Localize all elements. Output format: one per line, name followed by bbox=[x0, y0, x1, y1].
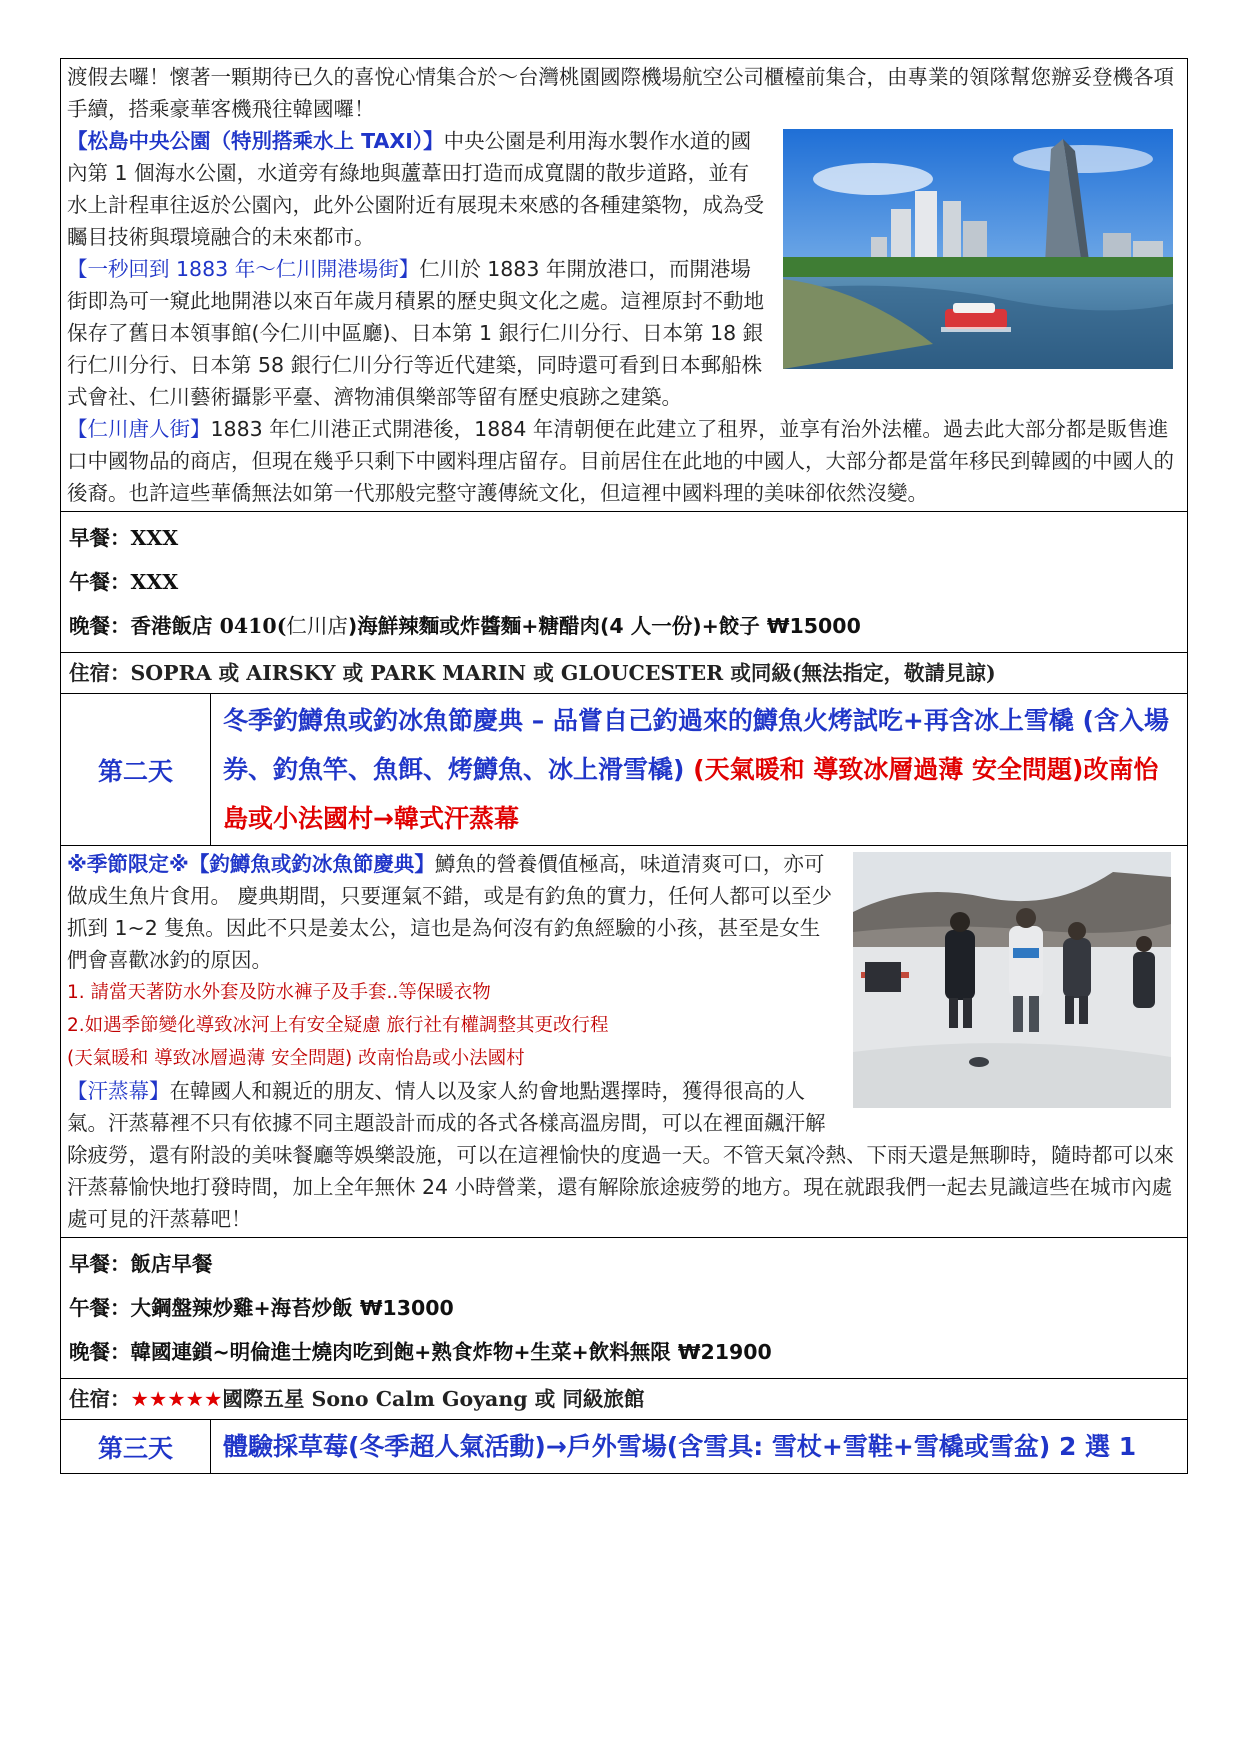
day1-meals-row bbox=[61, 512, 1188, 653]
stay-label: 住宿： bbox=[69, 661, 131, 685]
chinatown-heading: 【仁川唐人街】 bbox=[67, 417, 211, 441]
day2-description-row bbox=[61, 846, 1188, 1238]
day2-meals-row bbox=[61, 1238, 1188, 1379]
day2-header-row bbox=[61, 694, 1188, 846]
songdo-text: 中央公園是利用海水製作水道的國內第 1 個海水公園，水道旁有綠地與蘆葦田打造而成寬闊的散步道路，並有水上計程車往返於公園內，此外公園附近有展現未來感的各種建築物，成為受矚目技術與環境融合的未來都市。 bbox=[67, 129, 764, 249]
incheon-port-heading: 【一秒回到 1883 年～仁川開港場街】 bbox=[67, 257, 420, 281]
breakfast-value: 飯店早餐 bbox=[130, 1252, 213, 1276]
chinatown-text: 1883 年仁川港正式開港後，1884 年清朝便在此建立了租界，並享有治外法權。過去此大部分都是販售進口中國物品的商店，但現在幾乎只剩下中國料理店留存。目前居住在此地的中國人，大部分都是當年移民到韓國的中國人的後裔。也許這些華僑無法如第一代那般完整守護傳統文化，但這裡中國料理的美味卻依然沒變。 bbox=[67, 417, 1174, 505]
stay-alt: 同級旅館 bbox=[562, 1387, 645, 1411]
day1-stay bbox=[61, 653, 1188, 694]
day2-title-main: 冬季釣鱒魚或釣冰魚節慶典 – 品嘗自己釣過來的鱒魚火烤試吃+再含冰上雪橇 (含入場券、釣魚竿、魚餌、烤鱒魚、冰上滑雪橇) bbox=[223, 706, 1169, 784]
stay-class: 國際五星 bbox=[222, 1387, 312, 1411]
fishing-text: 鱒魚的營養價值極高，味道清爽可口，亦可做成生魚片食用。 慶典期間，只要運氣不錯，或是有釣魚的實力，任何人都可以至少抓到 1~2 隻魚。因此不只是姜太公，這也是為何沒有釣魚經驗的小孩，甚至是女生們會喜歡冰釣的原因。 bbox=[67, 852, 833, 972]
day2-meals bbox=[61, 1238, 1188, 1379]
fishing-note-3: (天氣暖和 導致冰層過薄 安全問題) 改南怡島或小法國村 bbox=[67, 1048, 525, 1069]
lunch-value: XXX bbox=[130, 570, 179, 594]
breakfast-value: XXX bbox=[130, 526, 179, 550]
fishing-note-2: 2.如遇季節變化導致冰河上有安全疑慮 旅行社有權調整其更改行程 bbox=[67, 1015, 609, 1036]
dinner-branch: 仁川店 bbox=[286, 614, 348, 638]
songdo-heading: 【松島中央公園（特別搭乘水上 TAXI）】 bbox=[67, 129, 444, 153]
stay-hotels: SOPRA 或 AIRSKY 或 PARK MARIN 或 GLOUCESTER 或同級(無法指定，敬請見諒) bbox=[130, 661, 996, 685]
dinner-restaurant: 香港飯店 bbox=[130, 614, 220, 638]
day2-breakfast bbox=[69, 1242, 1179, 1286]
day2-stay bbox=[61, 1379, 1188, 1420]
dinner-value: 韓國連鎖~明倫進士燒肉吃到飽+熟食炸物+生菜+飲料無限 ₩21900 bbox=[130, 1340, 772, 1364]
songdo-central-park-photo bbox=[783, 129, 1173, 369]
day2-description bbox=[61, 846, 1188, 1238]
day3-title: 體驗採草莓(冬季超人氣活動)→戶外雪場(含雪具: 雪杖+雪鞋+雪橇或雪盆) 2 選 1 bbox=[211, 1420, 1188, 1474]
day1-dinner bbox=[69, 604, 1179, 648]
ice-fishing-photo bbox=[853, 852, 1171, 1108]
sauna-heading: 【汗蒸幕】 bbox=[67, 1079, 170, 1103]
stay-label: 住宿： bbox=[69, 1387, 131, 1411]
breakfast-label: 早餐： bbox=[69, 1252, 131, 1276]
lunch-label: 午餐： bbox=[69, 570, 131, 594]
day2-title-warning: (天氣暖和 導致冰層過薄 安全問題)改南怡島或小法國村→韓式汗蒸幕 bbox=[223, 755, 1159, 833]
day2-stay-row bbox=[61, 1379, 1188, 1420]
itinerary-table bbox=[60, 58, 1188, 1474]
day1-meals bbox=[61, 512, 1188, 653]
lunch-value: 大鋼盤辣炒雞+海苔炒飯 ₩13000 bbox=[130, 1296, 454, 1320]
day1-description bbox=[61, 59, 1188, 512]
fishing-heading: ※季節限定※【釣鱒魚或釣冰魚節慶典】 bbox=[67, 852, 435, 876]
day3-label: 第三天 bbox=[61, 1420, 211, 1474]
star-rating: ★★★★★ bbox=[130, 1387, 223, 1411]
day1-section-chinatown bbox=[67, 413, 1181, 509]
lunch-label: 午餐： bbox=[69, 1296, 131, 1320]
day2-title bbox=[211, 694, 1188, 846]
dinner-branch-code: 0410( bbox=[219, 614, 287, 638]
day1-description-row bbox=[61, 59, 1188, 512]
day1-breakfast bbox=[69, 516, 1179, 560]
incheon-port-text: 仁川於 1883 年開放港口，而開港場街即為可一窺此地開港以來百年歲月積累的歷史與文化之處。這裡原封不動地保存了舊日本領事館(今仁川中區廳)、日本第 1 銀行仁川分行、日本第 18 銀行仁川分行、日本第 58 銀行仁川分行等近代建築，同時還可看到日本郵船株式會社、仁川藝術攝影平臺、濟物浦俱樂部等留有歷史痕跡之建築。 bbox=[67, 257, 764, 409]
sauna-text: 在韓國人和親近的朋友、情人以及家人約會地點選擇時，獲得很高的人氣。汗蒸幕裡不只有依據不同主題設計而成的各式各樣高溫房間，可以在裡面飆汗解除疲勞，還有附設的美味餐廳等娛樂設施，可以在這裡愉快的度過一天。不管天氣冷熱、下雨天還是無聊時，隨時都可以來汗蒸幕愉快地打發時間，加上全年無休 24 小時營業，還有解除旅途疲勞的地方。現在就跟我們一起去見識這些在城市內處處可見的汗蒸幕吧！ bbox=[67, 1079, 1174, 1231]
day2-dinner bbox=[69, 1330, 1179, 1374]
day2-lunch bbox=[69, 1286, 1179, 1330]
day1-stay-row bbox=[61, 653, 1188, 694]
day2-label: 第二天 bbox=[61, 694, 211, 846]
stay-hotel: Sono Calm Goyang 或 bbox=[311, 1387, 563, 1411]
dinner-menu: )海鮮辣麵或炸醬麵+糖醋肉(4 人一份)+餃子 ₩15000 bbox=[347, 614, 861, 638]
fishing-note-1: 1. 請當天著防水外套及防水褲子及手套..等保暖衣物 bbox=[67, 982, 491, 1003]
breakfast-label: 早餐： bbox=[69, 526, 131, 550]
day3-header-row bbox=[61, 1420, 1188, 1474]
day1-intro: 渡假去囉！懷著一顆期待已久的喜悅心情集合於～台灣桃園國際機場航空公司櫃檯前集合，由專業的領隊幫您辦妥登機各項手續，搭乘豪華客機飛往韓國囉！ bbox=[67, 65, 1174, 121]
day1-lunch bbox=[69, 560, 1179, 604]
dinner-label: 晚餐： bbox=[69, 614, 131, 638]
dinner-label: 晚餐： bbox=[69, 1340, 131, 1364]
itinerary-page bbox=[60, 58, 1188, 1474]
